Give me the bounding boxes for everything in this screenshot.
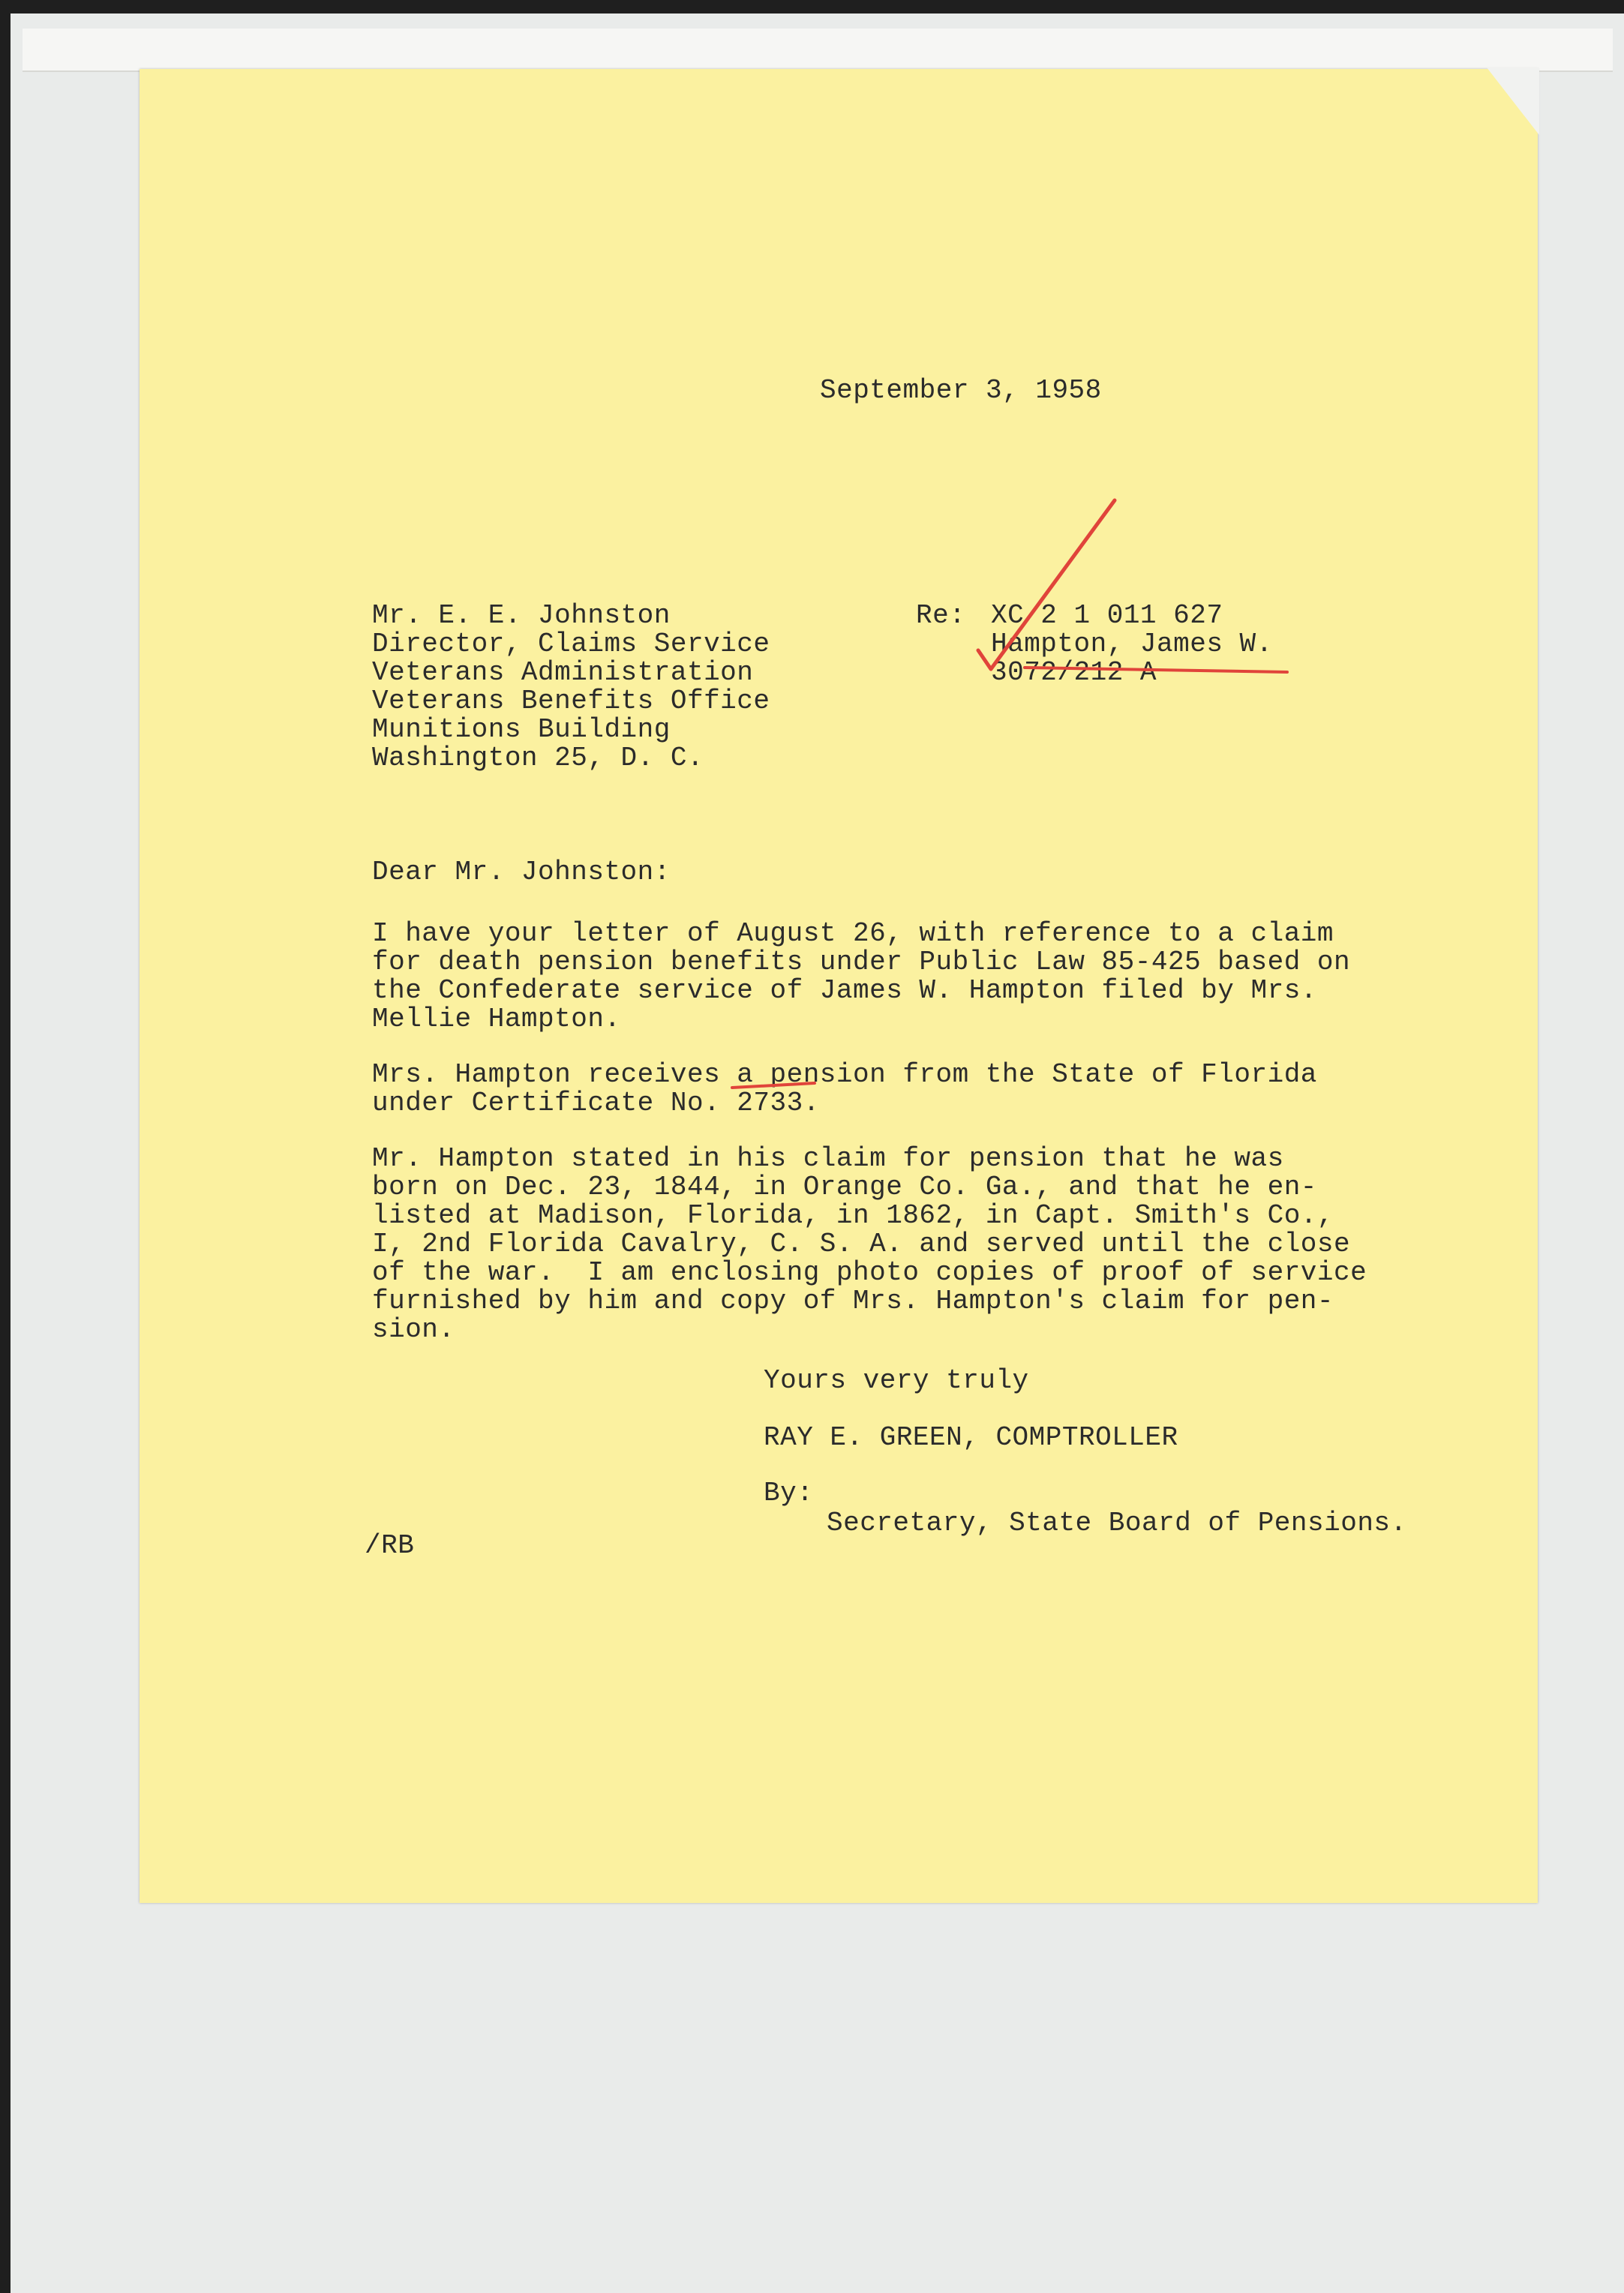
typist-initials: /RB	[365, 1530, 415, 1561]
re-label: Re:	[916, 600, 966, 631]
signer-name: RAY E. GREEN, COMPTROLLER	[764, 1422, 1178, 1453]
claim-number: XC 2 1 011 627	[991, 600, 1223, 631]
file-number: 3072/212 A	[991, 657, 1157, 688]
recipient-line: Washington 25, D. C.	[372, 743, 704, 773]
scan-border-left	[0, 0, 11, 2293]
recipient-line: Director, Claims Service	[372, 629, 770, 659]
recipient-line: Munitions Building	[372, 714, 671, 745]
body-paragraph-3: Mr. Hampton stated in his claim for pension that he was born on Dec. 23, 1844, in Orange Co. Ga., and that he en- listed at Madison, Florida, in 1862, in Capt. Smith's Co., I, 2nd Florida Cavalry, C. S. A. and served until the close of the war. I am enclosing photo copies of proof of service furnished by him and copy of Mrs. Hampton's claim for pen- sion.	[372, 1143, 1367, 1345]
scan-paper-fold	[23, 29, 1613, 72]
closing: Yours very truly	[764, 1365, 1029, 1396]
torn-corner	[1487, 68, 1539, 135]
letter-date: September 3, 1958	[820, 375, 1102, 406]
recipient-line: Mr. E. E. Johnston	[372, 600, 671, 631]
body-paragraph-2: Mrs. Hampton receives a pension from the State of Florida under Certificate No. 2733.	[372, 1059, 1317, 1118]
reference-block	[991, 602, 1273, 687]
salutation: Dear Mr. Johnston:	[372, 857, 671, 887]
body-paragraph-1: I have your letter of August 26, with reference to a claim for death pension benefits under Public Law 85-425 based on the Confederate service of James W. Hampton filed by Mrs. Mellie Hampton.	[372, 918, 1351, 1034]
scan-border-top	[0, 0, 1624, 14]
by-label: By:	[764, 1478, 814, 1508]
signer-title: Secretary, State Board of Pensions.	[827, 1508, 1407, 1538]
recipient-line: Veterans Administration	[372, 657, 754, 688]
recipient-address	[372, 602, 770, 773]
recipient-line: Veterans Benefits Office	[372, 686, 770, 716]
letter-page	[140, 69, 1538, 1903]
claimant-name: Hampton, James W.	[991, 629, 1273, 659]
